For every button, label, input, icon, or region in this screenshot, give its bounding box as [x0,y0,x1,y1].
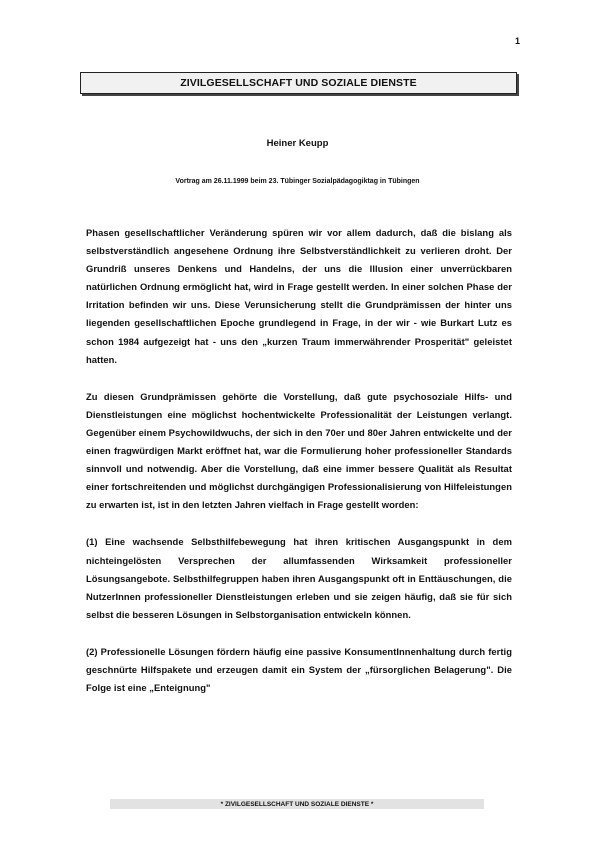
title-box [80,72,517,94]
paragraph-2: Zu diesen Grundprämissen gehörte die Vorstellung, daß gute psychosoziale Hilfs- und Dienstleistungen eine möglichst hochentwickelte Professionalität der Leistungen verlangt. Gegenüber einem Psychowildwuchs, der sich in den 70er und 80er Jahren entwickelte und der einen fragwürdigen Markt eröffnet hat, war die Formulierung hoher professioneller Standards sinnvoll und notwendig. Aber die Vorstellung, daß eine immer bessere Qualität als Resultat einer fortschreitenden und möglichst durchgängigen Professionalisierung von Hilfeleistungen zu erwarten ist, ist in den letzten Jahren vielfach in Frage gestellt worden: [86,390,512,511]
paragraph-1: Phasen gesellschaftlicher Veränderung spüren wir vor allem dadurch, daß die bislang als selbstverständlich angesehene Ordnung ihre Selbstverständlichkeit zu verlieren droht. Der Grundriß unseres Denkens und Handelns, der uns die Illusion einer unverrückbaren natürlichen Ordnung ermöglicht hat, wird in Frage gestellt werden. In einer solchen Phase der Irritation befinden wir uns. Diese Verunsicherung stellt die Grundprämissen der hinter uns liegenden gesellschaftlichen Epoche grundlegend in Frage, in der wir - wie Burkart Lutz es schon 1984 aufgezeigt hat - uns den „kurzen Traum immerwährender Prosperität" geleistet hatten. [86,227,512,365]
body-text [86,224,512,716]
footer [110,799,484,809]
paragraph-4: (2) Professionelle Lösungen fördern häufig eine passive KonsumentInnenhaltung durch fertig geschnürte Hilfspakete und erzeugen damit ein System der „fürsorglichen Belagerung". Die Folge ist eine „Enteignung" [86,645,512,694]
author: Heiner Keupp [266,138,329,149]
subtitle: Vortrag am 26.11.1999 beim 23. Tübinger Sozialpädagogiktag in Tübingen [175,178,420,185]
footer-text: * ZIVILGESELLSCHAFT UND SOZIALE DIENSTE * [220,800,374,808]
paragraph-3: (1) Eine wachsende Selbsthilfebewegung hat ihren kritischen Ausgangspunkt in dem nichteingelösten Versprechen der allumfassenden Wirksamkeit professioneller Lösungsangebote. Selbsthilfegruppen haben ihren Ausgangspunkt oft in Enttäuschungen, die NutzerInnen professioneller Dienstleistungen erleben und sie zeigen häufig, daß sie für sich selbst die besseren Lösungen in Selbstorganisation entwickeln können. [86,536,512,620]
document-title: ZIVILGESELLSCHAFT UND SOZIALE DIENSTE [180,77,417,89]
page-number: 1 [515,36,521,46]
